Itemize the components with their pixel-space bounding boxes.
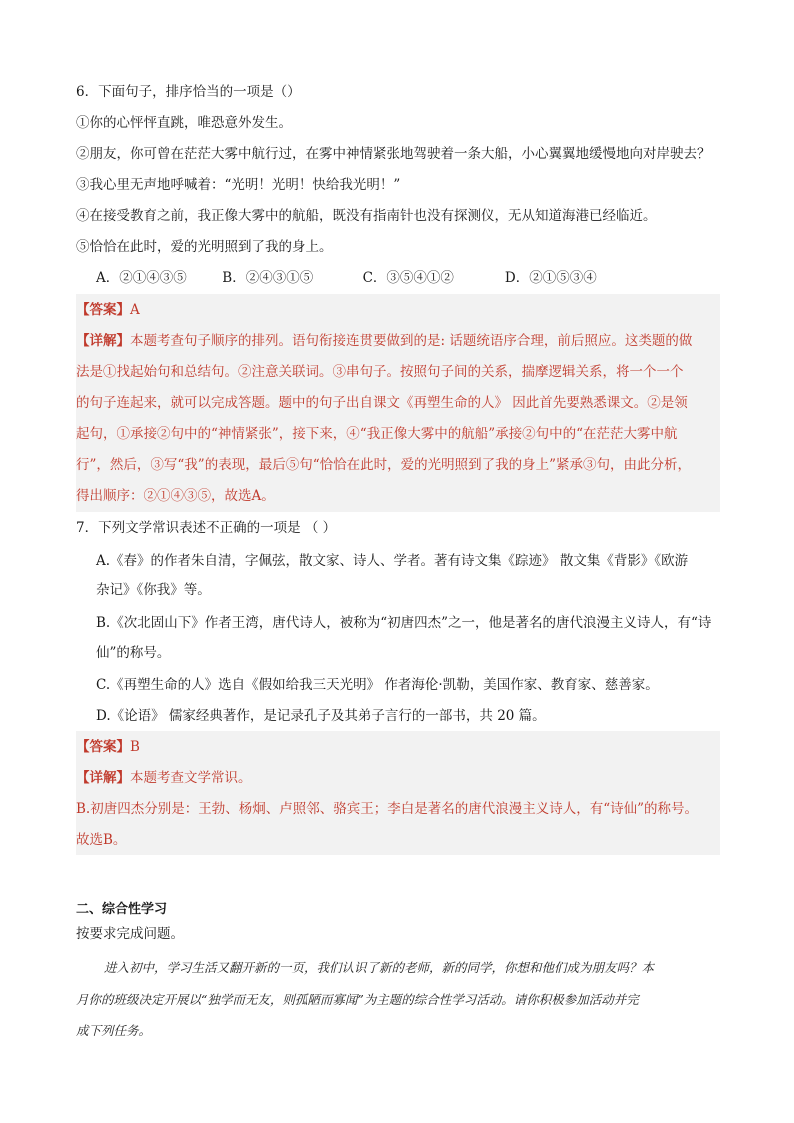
section-2-paragraph-line-3: 成下列任务。 bbox=[76, 1023, 152, 1038]
q6-option-c: C．③⑤④①② bbox=[362, 270, 454, 286]
section-2-instruction: 按要求完成问题。 bbox=[76, 926, 184, 942]
q7-answer: 【答案】B bbox=[76, 739, 140, 755]
q7-detail-line-1: 【详解】本题考查文学常识。 bbox=[76, 770, 252, 786]
q6-answer: 【答案】A bbox=[76, 302, 140, 318]
q6-options bbox=[96, 268, 597, 288]
q7-answer-box bbox=[76, 731, 720, 855]
q6-detail-line-4: 起句，①承接②句中的“神情紧张”，接下来，④“我正像大雾中的航船”承接②句中的“在茫茫大雾中航 bbox=[76, 426, 678, 442]
q7-option-d: D.《论语》 儒家经典著作，是记录孔子及其弟子言行的一部书，共 20 篇。 bbox=[96, 708, 546, 724]
q6-detail-line-5: 行”，然后，③写“我”的表现，最后⑤句“恰恰在此时，爱的光明照到了我的身上”紧承③句，由此分析， bbox=[76, 457, 692, 473]
q7-detail-line-3: 故选B。 bbox=[76, 832, 127, 848]
section-2-title: 二、综合性学习 bbox=[76, 902, 168, 917]
q6-option-a: A．②①④③⑤ bbox=[96, 270, 187, 286]
q6-detail-line-3: 的句子连起来，就可以完成答题。题中的句子出自课文《再塑生命的人》 因此首先要熟悉课文。②是领 bbox=[76, 395, 688, 411]
q7-option-a-line-2: 杂记》《你我》等。 bbox=[96, 582, 211, 598]
q6-sentence-1: ①你的心怦怦直跳，唯恐意外发生。 bbox=[76, 115, 292, 131]
q6-sentence-3: ③我心里无声地呼喊着：“光明！光明！快给我光明！” bbox=[76, 177, 401, 193]
q6-detail-line-1: 【详解】本题考查句子顺序的排列。语句衔接连贯要做到的是: 话题统语序合理，前后照应。这类题的做 bbox=[76, 333, 693, 349]
section-2-paragraph-line-2: 月你的班级决定开展以“独学而无友，则孤陋而寡闻”为主题的综合性学习活动。请你积极参加活动并完 bbox=[76, 992, 639, 1007]
q7-detail-line-2: B.初唐四杰分别是：王勃、杨炯、卢照邻、骆宾王；李白是著名的唐代浪漫主义诗人，有“诗仙”的称号。 bbox=[76, 801, 699, 817]
q6-sentence-4: ④在接受教育之前，我正像大雾中的航船，既没有指南针也没有探测仪，无从知道海港已经临近。 bbox=[76, 208, 657, 224]
q6-option-b: B．②④③①⑤ bbox=[222, 270, 314, 286]
q7-stem: 7．下列文学常识表述不正确的一项是 （ ） bbox=[76, 520, 337, 536]
q6-detail-line-2: 法是①找起始句和总结句。②注意关联词。③串句子。按照句子间的关系，揣摩逻辑关系，将一个一个 bbox=[76, 364, 684, 380]
q7-option-b-line-1: B.《次北固山下》作者王湾，唐代诗人，被称为“初唐四杰”之一，他是著名的唐代浪漫主义诗人，有“诗 bbox=[96, 615, 712, 631]
q6-stem: 6．下面句子，排序恰当的一项是（） bbox=[76, 84, 301, 100]
q7-option-b-line-2: 仙”的称号。 bbox=[96, 645, 171, 661]
q6-answer-box bbox=[76, 294, 720, 512]
q6-sentence-2: ②朋友，你可曾在茫茫大雾中航行过，在雾中神情紧张地驾驶着一条大船，小心翼翼地缓慢地向对岸驶去？ bbox=[76, 146, 711, 162]
q7-option-a-line-1: A.《春》的作者朱自清，字佩弦，散文家、诗人、学者。著有诗文集《踪迹》 散文集《背影》《欧游 bbox=[96, 553, 689, 569]
q6-sentence-5: ⑤恰恰在此时，爱的光明照到了我的身上。 bbox=[76, 239, 333, 255]
q6-detail-line-6: 得出顺序：②①④③⑤，故选A。 bbox=[76, 488, 275, 504]
section-2-paragraph-line-1: 进入初中，学习生活又翻开新的一页，我们认识了新的老师，新的同学，你想和他们成为朋友吗？本 bbox=[104, 960, 655, 975]
q6-option-d: D．②①⑤③④ bbox=[504, 270, 597, 286]
q7-option-c: C.《再塑生命的人》选自《假如给我三天光明》 作者海伦·凯勒，美国作家、教育家、慈善家。 bbox=[96, 677, 659, 693]
